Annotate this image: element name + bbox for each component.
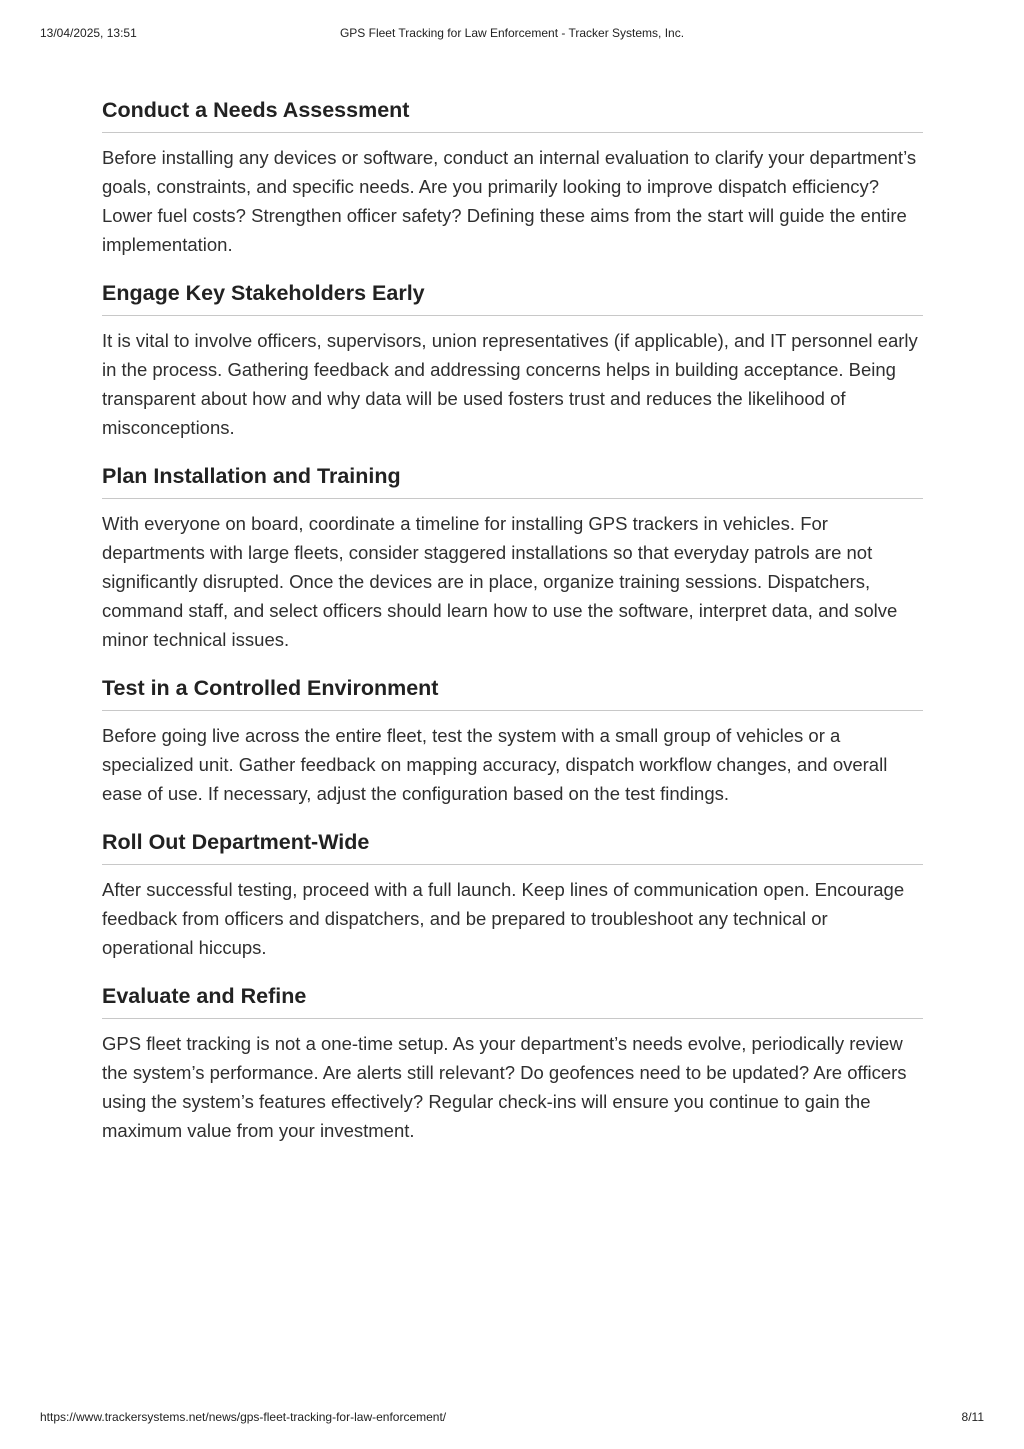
page-url: https://www.trackersystems.net/news/gps-fleet-tracking-for-law-enforcement/ [40,1410,447,1424]
section-heading: Roll Out Department-Wide [102,828,923,865]
section-heading: Evaluate and Refine [102,982,923,1019]
section-body: After successful testing, proceed with a full launch. Keep lines of communication open. Encourage feedback from officers and dispatchers, and be prepared to troubleshoot any technical or operational hiccups. [102,879,905,958]
section-heading: Test in a Controlled Environment [102,674,923,711]
print-footer [40,1410,984,1426]
section-body: Before installing any devices or software, conduct an internal evaluation to clarify your department’s goals, constraints, and specific needs. Are you primarily looking to improve dispatch efficiency? Lower fuel costs? Strengthen officer safety? Defining these aims from the start will guide the entire implementation. [102,147,917,255]
section-heading: Engage Key Stakeholders Early [102,279,923,316]
section-body: GPS fleet tracking is not a one-time setup. As your department’s needs evolve, periodically review the system’s performance. Are alerts still relevant? Do geofences need to be updated? Are officers using the system’s features effectively? Regular check-ins will ensure you continue to gain the maximum value from your investment. [102,1033,907,1141]
section-heading: Plan Installation and Training [102,462,923,499]
article-content [102,96,923,1165]
section-heading: Conduct a Needs Assessment [102,96,923,133]
section-roll-out [102,828,923,962]
print-timestamp: 13/04/2025, 13:51 [40,26,137,40]
page-number: 8/11 [961,1410,984,1424]
section-plan-installation [102,462,923,654]
section-body: It is vital to involve officers, supervisors, union representatives (if applicable), and IT personnel early in the process. Gathering feedback and addressing concerns helps in building acceptance. Being transparent about how and why data will be used fosters trust and reduces the likelihood of misconceptions. [102,330,918,438]
section-body: Before going live across the entire fleet, test the system with a small group of vehicles or a specialized unit. Gather feedback on mapping accuracy, dispatch workflow changes, and overall ease of use. If necessary, adjust the configuration based on the test findings. [102,725,888,804]
section-evaluate-refine [102,982,923,1145]
section-engage-stakeholders [102,279,923,442]
section-test-controlled [102,674,923,808]
section-needs-assessment [102,96,923,259]
print-document-title: GPS Fleet Tracking for Law Enforcement - Tracker Systems, Inc. [339,26,685,40]
print-header [40,26,984,42]
section-body: With everyone on board, coordinate a timeline for installing GPS trackers in vehicles. For departments with large fleets, consider staggered installations so that everyday patrols are not significantly disrupted. Once the devices are in place, organize training sessions. Dispatchers, command staff, and select officers should learn how to use the software, interpret data, and solve minor technical issues. [102,513,898,650]
